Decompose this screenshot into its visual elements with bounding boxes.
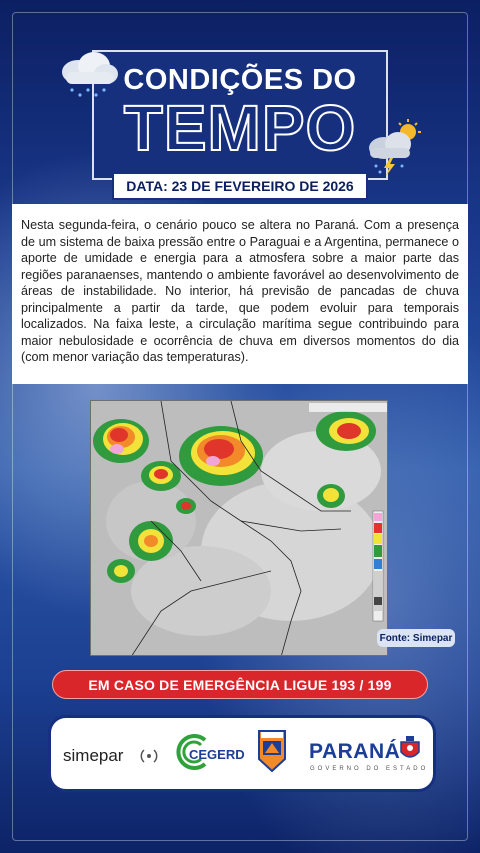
logos-bar [48,715,436,792]
page-title: TEMPO [123,92,357,164]
signal-icon [139,747,159,765]
defesa-civil-logo-icon [257,729,287,773]
forecast-text: Nesta segunda-feira, o cenário pouco se altera no Paraná. Com a presença de um sistema de baixa pressão entre o Paraguai e a Argentina, permanece o aporte de umidade e energia para a atmosfera sobre a maior parte das regiões paranaenses, mantendo o ambiente favorável ao desenvolvimento de áreas de instabilidade. No interior, há previsão de pancadas de chuva principalmente a partir da tarde, que podem evoluir para temporais localizados. Na faixa leste, a circulação marítima segue contribuindo para maior nebulosidade e ocorrência de chuva em diversos momentos do dia (com menor variação das temperaturas). [21,218,459,364]
date-bar: DATA: 23 DE FEVEREIRO DE 2026 [112,172,368,200]
forecast-text-card [12,204,468,384]
cegerd-logo: CEGERD [189,747,245,762]
simepar-logo: simepar [63,746,124,765]
radar-image [91,401,388,656]
emergency-banner: EM CASO DE EMERGÊNCIA LIGUE 193 / 199 [52,670,428,699]
coat-of-arms-icon [399,736,421,762]
parana-logo: PARANÁ [309,740,401,763]
parana-logo-subtitle: GOVERNO DO ESTADO [310,766,429,772]
map-source-badge: Fonte: Simepar [377,629,455,647]
satellite-radar-map [90,400,388,656]
title-line1: CONDIÇÕES DO [123,64,357,96]
